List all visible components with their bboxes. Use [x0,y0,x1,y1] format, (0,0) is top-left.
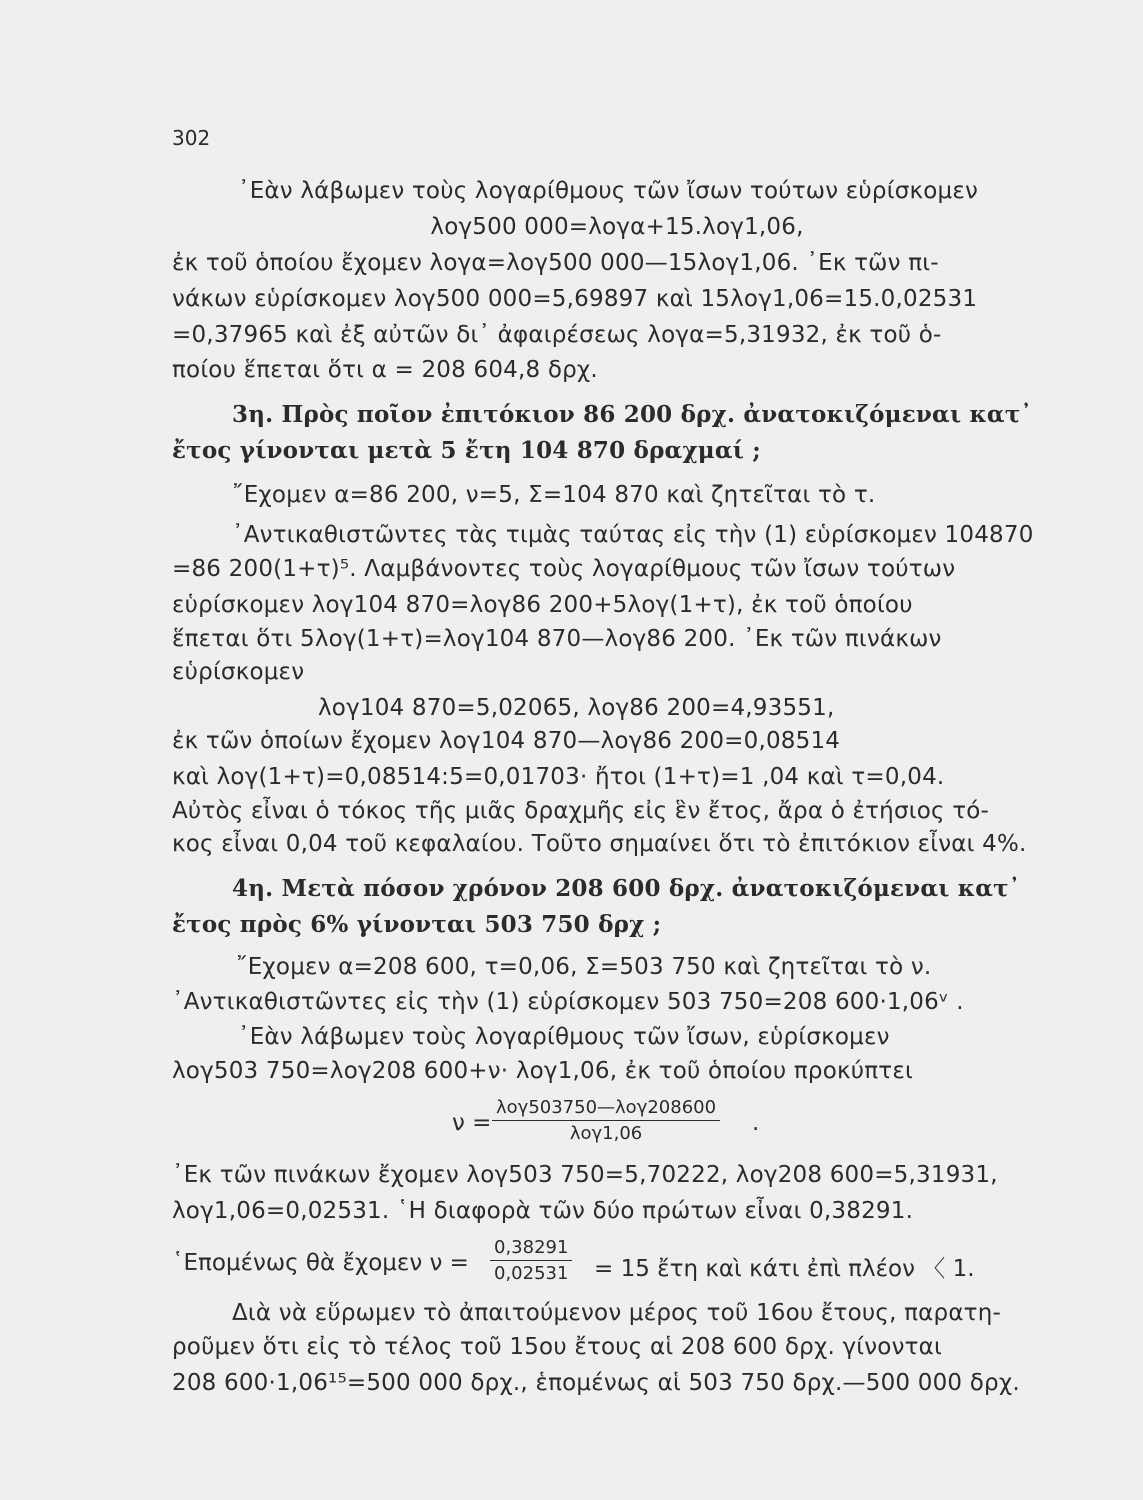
equation-line: ἐκ τῶν ὁποίων ἔχομεν λογ104 870—λογ86 200=0,08514 [172,728,841,754]
equation-line: λογ500 000=λογα+15.λογ1,06, [430,214,804,240]
text-line: κος εἶναι 0,04 τοῦ κεφαλαίου. Τοῦτο σημαίνει ὅτι τὸ ἐπιτόκιον εἶναι 4%. [172,831,1027,857]
fraction-numerator: 0,38291 [490,1237,572,1261]
text-line: ᾿Εὰν λάβωμεν τοὺς λογαρίθμους τῶν ἴσων, εὑρίσκομεν [238,1024,890,1050]
page-number: 302 [172,126,211,150]
text-line: ᾿Εὰν λάβωμεν τοὺς λογαρίθμους τῶν ἴσων τούτων εὑρίσκομεν [238,178,979,204]
text-line: Διὰ νὰ εὕρωμεν τὸ ἀπαιτούμενον μέρος τοῦ 16ου ἔτους, παρατη- [232,1300,1002,1326]
text-line: ἕπεται ὅτι 5λογ(1+τ)=λογ104 870—λογ86 200. ᾿Εκ τῶν πινάκων [172,626,942,652]
text-line-post: = 15 ἔτη καὶ κάτι ἐπὶ πλέον 〈 1. [594,1256,975,1282]
problem-3-heading: 3η. Πρὸς ποῖον ἐπιτόκιον 86 200 δρχ. ἀνατοκιζόμεναι κατ᾿ [232,401,1033,428]
formula-lhs: ν = [452,1110,492,1136]
problem-3-heading-cont: ἔτος γίνονται μετὰ 5 ἔτη 104 870 δραχμαί ; [172,437,761,464]
text-line: εὑρίσκομεν λογ104 870=λογ86 200+5λογ(1+τ), ἐκ τοῦ ὁποίου [172,592,913,618]
text-line: νάκων εὑρίσκομεν λογ500 000=5,69897 καὶ 15λογ1,06=15.0,02531 [172,286,978,312]
text-line: ᾿Εκ τῶν πινάκων ἔχομεν λογ503 750=5,70222, λογ208 600=5,31931, [172,1162,998,1188]
problem-4-heading: 4η. Μετὰ πόσον χρόνον 208 600 δρχ. ἀνατοκιζόμεναι κατ᾿ [232,875,1021,902]
text-line: λογ503 750=λογ208 600+ν· λογ1,06, ἐκ τοῦ ὁποίου προκύπτει [172,1058,913,1084]
text-line: λογ1,06=0,02531. ῾Η διαφορὰ τῶν δύο πρώτων εἶναι 0,38291. [172,1198,914,1224]
fraction-denominator: λογ1,06 [569,1123,643,1144]
fraction [492,1097,720,1144]
text-line: 208 600·1,06¹⁵=500 000 δρχ., ἑπομένως αἱ 503 750 δρχ.—500 000 δρχ. [172,1370,1020,1396]
text-line: ῎Εχομεν α=86 200, ν=5, Σ=104 870 καὶ ζητεῖται τὸ τ. [232,482,876,508]
text-line: ροῦμεν ὅτι εἰς τὸ τέλος τοῦ 15ου ἔτους αἱ 208 600 δρχ. γίνονται [172,1334,943,1360]
text-line: ᾿Αντικαθιστῶντες τὰς τιμὰς ταύτας εἰς τὴν (1) εὑρίσκομεν 104870 [232,522,1034,548]
equation-line: λογ104 870=5,02065, λογ86 200=4,93551, [318,695,835,721]
text-line-pre: ῾Επομένως θὰ ἔχομεν ν = [172,1250,469,1276]
fraction-numerator: λογ503750—λογ208600 [492,1097,720,1121]
fraction-denominator: 0,02531 [494,1263,569,1284]
text-line: ποίου ἕπεται ὅτι α = 208 604,8 δρχ. [172,357,598,383]
text-line: =86 200(1+τ)⁵. Λαμβάνοντες τοὺς λογαρίθμους τῶν ἴσων τούτων [172,556,956,582]
problem-4-heading-cont: ἔτος πρὸς 6% γίνονται 503 750 δρχ ; [172,911,662,938]
text-line: εὑρίσκομεν [172,659,305,685]
text-line: ῎Εχομεν α=208 600, τ=0,06, Σ=503 750 καὶ ζητεῖται τὸ ν. [236,954,932,980]
text-line: =0,37965 καὶ ἐξ αὐτῶν δι᾿ ἀφαιρέσεως λογα=5,31932, ἐκ τοῦ ὁ- [172,322,942,348]
text-line: Αὐτὸς εἶναι ὁ τόκος τῆς μιᾶς δραχμῆς εἰς ἓν ἔτος, ἄρα ὁ ἐτήσιος τό- [172,798,990,824]
formula-tail: . [752,1110,760,1136]
text-line: καὶ λογ(1+τ)=0,08514:5=0,01703· ἤτοι (1+τ)=1 ,04 καὶ τ=0,04. [172,764,945,790]
fraction [490,1237,572,1284]
text-line: ἐκ τοῦ ὁποίου ἔχομεν λογα=λογ500 000—15λογ1,06. ᾿Εκ τῶν πι- [172,250,939,276]
text-line: ᾿Αντικαθιστῶντες εἰς τὴν (1) εὑρίσκομεν 503 750=208 600·1,06ᵛ . [172,989,964,1015]
